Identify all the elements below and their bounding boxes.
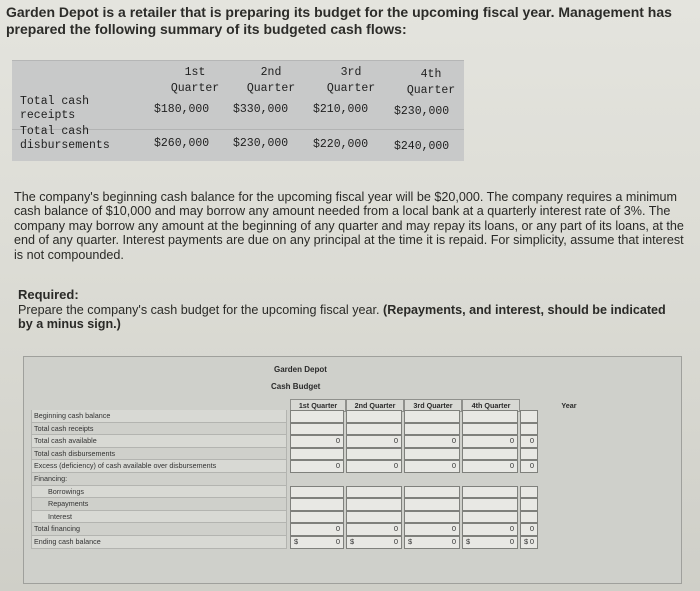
blank-cell (462, 473, 518, 486)
budget-input-cell[interactable]: 0 (462, 435, 518, 448)
budget-input-cell[interactable] (346, 448, 402, 461)
budget-input-cell[interactable]: 0 $ (346, 536, 402, 549)
currency-symbol: $ (524, 536, 529, 546)
budget-input-cell[interactable] (290, 423, 344, 436)
budget-input-cell[interactable] (520, 410, 538, 423)
budget-row-label: Total cash receipts (31, 423, 287, 436)
budget-input-cell[interactable] (462, 448, 518, 461)
receipts-q4: $230,000 (394, 105, 450, 118)
intro-text: Garden Depot is a retailer that is preparing its budget for the upcoming fiscal year. Management has prepared the following summary of its budgeted cash flows: (6, 4, 672, 37)
budget-input-cell[interactable]: 0 (404, 460, 460, 473)
row-label-line2: disbursements (20, 139, 110, 152)
budget-input-cell[interactable] (462, 423, 518, 436)
budget-input-cell[interactable] (462, 410, 518, 423)
budget-column-1 (290, 410, 344, 549)
currency-symbol: $ (466, 536, 471, 546)
budget-input-cell[interactable] (290, 410, 344, 423)
col-head-q1: 1st Quarter (290, 399, 346, 412)
budget-input-cell[interactable]: 0 (404, 435, 460, 448)
budget-input-cell[interactable] (404, 410, 460, 423)
budget-column-2 (346, 410, 402, 549)
budget-input-cell[interactable]: 0 $ (404, 536, 460, 549)
quarter-header-line2: Quarter (170, 82, 220, 95)
budget-row-label: Repayments (31, 498, 287, 511)
budget-input-cell[interactable] (290, 511, 344, 524)
budget-row-label: Borrowings (31, 486, 287, 499)
blank-cell (346, 473, 402, 486)
col-head-year: Year (561, 401, 577, 410)
budget-input-cell[interactable]: 0 $ (290, 536, 344, 549)
budget-input-cell[interactable] (290, 498, 344, 511)
receipts-q2: $330,000 (233, 103, 289, 116)
budget-input-cell[interactable]: 0 (462, 460, 518, 473)
disbursements-q2: $230,000 (233, 137, 289, 150)
cash-budget-form (23, 356, 682, 584)
cash-flow-summary-table (12, 60, 464, 161)
budget-input-cell[interactable]: 0 $ (462, 536, 518, 549)
blank-cell (290, 473, 344, 486)
currency-symbol: $ (294, 536, 299, 546)
budget-row-label: Interest (31, 511, 287, 524)
budget-row-label: Beginning cash balance (31, 410, 287, 423)
quarter-header-4 (396, 67, 466, 99)
budget-input-cell[interactable]: 0 (520, 435, 538, 448)
quarter-header-line1: 4th (420, 68, 442, 81)
budget-input-cell[interactable]: 0 (520, 523, 538, 536)
blank-cell (520, 473, 538, 486)
disbursements-q3: $220,000 (313, 138, 369, 151)
budget-row-labels (31, 410, 287, 549)
quarter-header-line1: 2nd (260, 66, 282, 79)
receipts-q3: $210,000 (313, 103, 369, 116)
budget-input-cell[interactable] (404, 448, 460, 461)
quarter-header-3 (316, 65, 386, 97)
budget-input-cell[interactable]: 0 (346, 435, 402, 448)
budget-input-cell[interactable] (404, 511, 460, 524)
budget-input-cell[interactable] (520, 486, 538, 499)
budget-input-cell[interactable] (462, 498, 518, 511)
disbursements-q4: $240,000 (394, 140, 450, 153)
budget-row-label: Total cash available (31, 435, 287, 448)
budget-input-cell[interactable] (462, 511, 518, 524)
budget-input-cell[interactable]: 0 $ (520, 536, 538, 549)
row-label-line1: Total cash (20, 95, 90, 108)
budget-input-cell[interactable] (346, 511, 402, 524)
budget-input-cell[interactable] (520, 498, 538, 511)
disbursements-q1: $260,000 (154, 137, 210, 150)
budget-input-cell[interactable] (404, 486, 460, 499)
required-instruction: Prepare the company's cash budget for the upcoming fiscal year. (18, 303, 380, 317)
col-head-q4: 4th Quarter (462, 399, 520, 412)
budget-row-label: Excess (deficiency) of cash available over disbursements (31, 460, 287, 473)
required-note: (Repayments, and interest, should be indicated by a minus sign.) (18, 303, 666, 332)
budget-input-cell[interactable]: 0 (290, 435, 344, 448)
budget-input-cell[interactable] (404, 423, 460, 436)
row-label-disbursements (20, 125, 110, 153)
budget-row-label: Total cash disbursements (31, 448, 287, 461)
budget-input-cell[interactable] (290, 448, 344, 461)
budget-input-cell[interactable] (520, 448, 538, 461)
currency-symbol: $ (350, 536, 355, 546)
budget-row-label: Ending cash balance (31, 536, 287, 549)
col-head-q3: 3rd Quarter (404, 399, 462, 412)
row-label-line1: Total cash (20, 125, 90, 138)
row-label-line2: receipts (20, 109, 76, 122)
receipts-q1: $180,000 (154, 103, 210, 116)
col-head-q2: 2nd Quarter (346, 399, 404, 412)
row-label-receipts (20, 95, 89, 123)
quarter-header-2 (236, 65, 306, 97)
quarter-header-1 (160, 65, 230, 97)
budget-input-cell[interactable]: 0 (290, 523, 344, 536)
budget-input-cell[interactable]: 0 (520, 460, 538, 473)
budget-input-cell[interactable]: 0 (404, 523, 460, 536)
budget-column-4 (462, 410, 518, 549)
budget-input-cell[interactable]: 0 (462, 523, 518, 536)
budget-row-label: Total financing (31, 523, 287, 536)
problem-paragraph: The company's beginning cash balance for the upcoming fiscal year will be $20,000. The company requires a minimum cash balance of $10,000 and may borrow any amount needed from a local bank at a quarterly interest rate of 3%. The company may borrow any amount at the beginning of any quarter and may repay its loans, or any part of its loans, at the end of any quarter. Interest payments are due on any principal at the time it is repaid. For simplicity, assume that interest is not compounded. (14, 190, 684, 262)
budget-input-cell[interactable]: 0 (290, 460, 344, 473)
quarter-header-line2: Quarter (406, 84, 456, 97)
required-text (18, 303, 683, 332)
budget-input-cell[interactable]: 0 (346, 523, 402, 536)
budget-input-cell[interactable] (520, 423, 538, 436)
budget-row-label: Financing: (31, 473, 287, 486)
budget-input-cell[interactable] (346, 498, 402, 511)
quarter-header-line1: 1st (184, 66, 206, 79)
required-heading: Required: (18, 287, 79, 302)
quarter-header-line2: Quarter (326, 82, 376, 95)
budget-input-cell[interactable] (404, 498, 460, 511)
budget-input-cell[interactable] (520, 511, 538, 524)
quarter-header-line1: 3rd (340, 66, 362, 79)
budget-input-cell[interactable] (346, 423, 402, 436)
currency-symbol: $ (408, 536, 413, 546)
blank-cell (404, 473, 460, 486)
budget-column-5 (520, 410, 538, 549)
budget-title: Cash Budget (271, 382, 321, 391)
quarter-header-line2: Quarter (246, 82, 296, 95)
budget-input-cell[interactable] (346, 486, 402, 499)
budget-column-3 (404, 410, 460, 549)
budget-input-cell[interactable] (346, 410, 402, 423)
budget-input-cell[interactable] (290, 486, 344, 499)
budget-input-cell[interactable]: 0 (346, 460, 402, 473)
budget-input-cell[interactable] (462, 486, 518, 499)
budget-company: Garden Depot (274, 365, 327, 374)
